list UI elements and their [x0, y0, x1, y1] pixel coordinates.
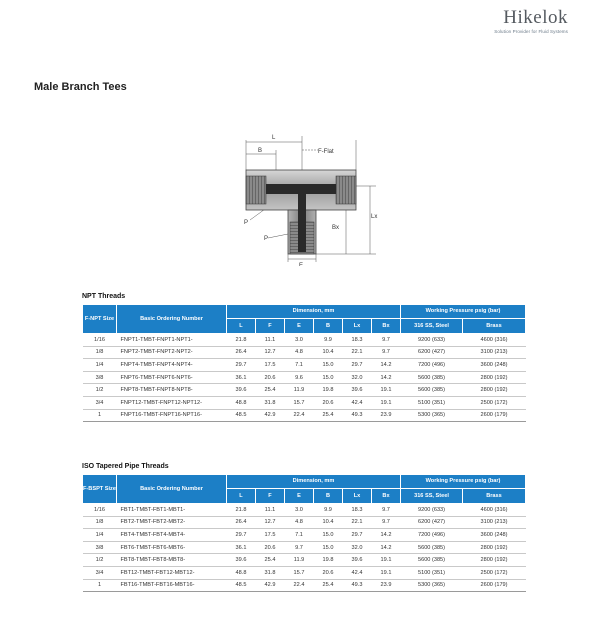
- b-cell: 15.0: [314, 541, 343, 554]
- table-row: [83, 346, 526, 359]
- col-header-l: L: [227, 489, 256, 504]
- lx-cell: 42.4: [343, 566, 372, 579]
- ss-pressure-cell: 5600 (385): [401, 554, 463, 567]
- e-cell: 11.9: [285, 554, 314, 567]
- npt-table-body: [83, 334, 526, 422]
- dimension-header: Dimension, mm: [227, 475, 401, 489]
- f-cell: 25.4: [256, 384, 285, 397]
- e-cell: 15.7: [285, 566, 314, 579]
- brass-pressure-cell: 3600 (248): [463, 529, 526, 542]
- col-header-bx: Bx: [372, 489, 401, 504]
- table-row: [83, 579, 526, 592]
- section-title-iso: ISO Tapered Pipe Threads: [82, 463, 169, 470]
- size-cell: 3/4: [83, 396, 117, 409]
- dim-label-f-flat: F-Flat: [318, 149, 334, 155]
- f-cell: 11.1: [256, 504, 285, 517]
- table-row: [83, 529, 526, 542]
- e-cell: 4.8: [285, 516, 314, 529]
- f-cell: 42.9: [256, 579, 285, 592]
- e-cell: 9.7: [285, 541, 314, 554]
- f-cell: 20.6: [256, 371, 285, 384]
- f-cell: 42.9: [256, 409, 285, 422]
- ordering-number-cell: FBT2-TMBT-FBT2-MBT2-: [117, 516, 227, 529]
- table-row: [83, 554, 526, 567]
- ss-pressure-cell: 5600 (385): [401, 371, 463, 384]
- table-row: [83, 384, 526, 397]
- ss-pressure-cell: 6200 (427): [401, 516, 463, 529]
- iso-tapered-table: [82, 474, 526, 592]
- bx-cell: 9.7: [372, 334, 401, 347]
- dim-label-l: L: [272, 135, 276, 141]
- col-header-f: F: [256, 489, 285, 504]
- ordering-number-cell: FNPT16-TMBT-FNPT16-NPT16-: [117, 409, 227, 422]
- ordering-number-header: Basic Ordering Number: [117, 305, 227, 334]
- size-cell: 1/8: [83, 516, 117, 529]
- f-cell: 25.4: [256, 554, 285, 567]
- brass-pressure-cell: 3600 (248): [463, 359, 526, 372]
- e-cell: 22.4: [285, 579, 314, 592]
- bx-cell: 14.2: [372, 541, 401, 554]
- brass-pressure-cell: 2800 (192): [463, 541, 526, 554]
- col-header-l: L: [227, 319, 256, 334]
- size-cell: 1/16: [83, 504, 117, 517]
- col-header-lx: Lx: [343, 489, 372, 504]
- brass-pressure-cell: 2800 (192): [463, 371, 526, 384]
- size-header: F-BSPT Size: [83, 475, 117, 504]
- f-cell: 31.8: [256, 566, 285, 579]
- table-row: [83, 409, 526, 422]
- ss-pressure-cell: 9200 (633): [401, 504, 463, 517]
- l-cell: 36.1: [227, 541, 256, 554]
- lx-cell: 49.3: [343, 579, 372, 592]
- dimension-header: Dimension, mm: [227, 305, 401, 319]
- branch-bore: [298, 192, 306, 252]
- size-cell: 1: [83, 409, 117, 422]
- ordering-number-cell: FNPT6-TMBT-FNPT6-NPT6-: [117, 371, 227, 384]
- l-cell: 48.5: [227, 579, 256, 592]
- lx-cell: 49.3: [343, 409, 372, 422]
- dim-label-lx: Lx: [371, 214, 378, 220]
- l-cell: 39.6: [227, 554, 256, 567]
- ss-pressure-cell: 5300 (365): [401, 409, 463, 422]
- ordering-number-cell: FBT12-TMBT-FBT12-MBT12-: [117, 566, 227, 579]
- lx-cell: 39.6: [343, 554, 372, 567]
- col-header-bx: Bx: [372, 319, 401, 334]
- size-cell: 3/8: [83, 371, 117, 384]
- ordering-number-cell: FBT8-TMBT-FBT8-MBT8-: [117, 554, 227, 567]
- b-cell: 15.0: [314, 359, 343, 372]
- dim-label-bx: Bx: [332, 225, 340, 231]
- ss-pressure-cell: 5100 (351): [401, 396, 463, 409]
- l-cell: 21.8: [227, 504, 256, 517]
- lx-cell: 18.3: [343, 504, 372, 517]
- col-header-e: E: [285, 319, 314, 334]
- brass-pressure-cell: 2500 (172): [463, 566, 526, 579]
- ss-pressure-cell: 5300 (365): [401, 579, 463, 592]
- e-cell: 4.8: [285, 346, 314, 359]
- e-cell: 7.1: [285, 529, 314, 542]
- lx-cell: 42.4: [343, 396, 372, 409]
- ss-pressure-cell: 5600 (385): [401, 384, 463, 397]
- lx-cell: 29.7: [343, 359, 372, 372]
- ordering-number-cell: FNPT4-TMBT-FNPT4-NPT4-: [117, 359, 227, 372]
- size-cell: 3/4: [83, 566, 117, 579]
- f-cell: 11.1: [256, 334, 285, 347]
- col-header-e: E: [285, 489, 314, 504]
- col-header-f: F: [256, 319, 285, 334]
- l-cell: 39.6: [227, 384, 256, 397]
- ordering-number-header: Basic Ordering Number: [117, 475, 227, 504]
- size-header: F-NPT Size: [83, 305, 117, 334]
- bx-cell: 14.2: [372, 359, 401, 372]
- l-cell: 48.5: [227, 409, 256, 422]
- working-pressure-header: Working Pressure psig (bar): [401, 305, 526, 319]
- lx-cell: 22.1: [343, 346, 372, 359]
- ss-pressure-cell: 7200 (496): [401, 359, 463, 372]
- lx-cell: 32.0: [343, 371, 372, 384]
- lx-cell: 39.6: [343, 384, 372, 397]
- ordering-number-cell: FNPT1-TMBT-FNPT1-NPT1-: [117, 334, 227, 347]
- table-row: [83, 371, 526, 384]
- table-row: [83, 541, 526, 554]
- brass-pressure-cell: 3100 (213): [463, 346, 526, 359]
- lx-cell: 29.7: [343, 529, 372, 542]
- f-cell: 31.8: [256, 396, 285, 409]
- tee-drawing: [228, 126, 378, 266]
- ss-pressure-cell: 5100 (351): [401, 566, 463, 579]
- bx-cell: 23.9: [372, 409, 401, 422]
- size-cell: 1/2: [83, 384, 117, 397]
- ordering-number-cell: FNPT12-TMBT-FNPT12-NPT12-: [117, 396, 227, 409]
- brass-pressure-cell: 2600 (179): [463, 409, 526, 422]
- b-cell: 15.0: [314, 371, 343, 384]
- col-header-b: B: [314, 319, 343, 334]
- lx-cell: 18.3: [343, 334, 372, 347]
- b-cell: 10.4: [314, 346, 343, 359]
- table-row: [83, 359, 526, 372]
- dim-label-p-run: P: [244, 220, 249, 226]
- iso-table-body: [83, 504, 526, 592]
- b-cell: 19.8: [314, 384, 343, 397]
- e-cell: 9.6: [285, 371, 314, 384]
- size-cell: 1/4: [83, 359, 117, 372]
- bx-cell: 9.7: [372, 516, 401, 529]
- l-cell: 29.7: [227, 359, 256, 372]
- lx-cell: 32.0: [343, 541, 372, 554]
- f-cell: 17.5: [256, 359, 285, 372]
- col-header-b: B: [314, 489, 343, 504]
- brass-pressure-cell: 2500 (172): [463, 396, 526, 409]
- f-cell: 12.7: [256, 346, 285, 359]
- col-header-ss: 316 SS, Steel: [401, 489, 463, 504]
- size-cell: 1/16: [83, 334, 117, 347]
- ordering-number-cell: FNPT8-TMBT-FNPT8-NPT8-: [117, 384, 227, 397]
- page-title: Male Branch Tees: [34, 81, 127, 93]
- size-cell: 1/4: [83, 529, 117, 542]
- col-header-lx: Lx: [343, 319, 372, 334]
- col-header-brass: Brass: [463, 489, 526, 504]
- lx-cell: 22.1: [343, 516, 372, 529]
- f-cell: 20.6: [256, 541, 285, 554]
- l-cell: 26.4: [227, 346, 256, 359]
- table-row: [83, 396, 526, 409]
- l-cell: 48.8: [227, 566, 256, 579]
- right-female-thread: [336, 176, 356, 204]
- left-female-thread: [246, 176, 266, 204]
- b-cell: 9.9: [314, 504, 343, 517]
- f-cell: 17.5: [256, 529, 285, 542]
- ordering-number-cell: FBT4-TMBT-FBT4-MBT4-: [117, 529, 227, 542]
- col-header-ss: 316 SS, Steel: [401, 319, 463, 334]
- size-cell: 1/2: [83, 554, 117, 567]
- dim-label-b: B: [258, 148, 263, 154]
- bx-cell: 19.1: [372, 384, 401, 397]
- e-cell: 7.1: [285, 359, 314, 372]
- l-cell: 36.1: [227, 371, 256, 384]
- brand-name: Hikelok: [503, 7, 568, 28]
- table-row: [83, 516, 526, 529]
- l-cell: 29.7: [227, 529, 256, 542]
- e-cell: 22.4: [285, 409, 314, 422]
- e-cell: 3.0: [285, 504, 314, 517]
- brass-pressure-cell: 4600 (316): [463, 504, 526, 517]
- dim-label-e: E: [299, 263, 304, 266]
- ordering-number-cell: FBT1-TMBT-FBT1-MBT1-: [117, 504, 227, 517]
- table-row: [83, 334, 526, 347]
- b-cell: 20.6: [314, 566, 343, 579]
- b-cell: 25.4: [314, 579, 343, 592]
- bx-cell: 9.7: [372, 346, 401, 359]
- ss-pressure-cell: 7200 (496): [401, 529, 463, 542]
- bx-cell: 9.7: [372, 504, 401, 517]
- brass-pressure-cell: 2800 (192): [463, 554, 526, 567]
- e-cell: 15.7: [285, 396, 314, 409]
- size-cell: 1/8: [83, 346, 117, 359]
- l-cell: 48.8: [227, 396, 256, 409]
- table-row: [83, 566, 526, 579]
- brand-logo: [494, 8, 568, 34]
- e-cell: 3.0: [285, 334, 314, 347]
- brass-pressure-cell: 2600 (179): [463, 579, 526, 592]
- l-cell: 26.4: [227, 516, 256, 529]
- bx-cell: 23.9: [372, 579, 401, 592]
- b-cell: 19.8: [314, 554, 343, 567]
- b-cell: 15.0: [314, 529, 343, 542]
- bx-cell: 19.1: [372, 554, 401, 567]
- working-pressure-header: Working Pressure psig (bar): [401, 475, 526, 489]
- ss-pressure-cell: 6200 (427): [401, 346, 463, 359]
- brass-pressure-cell: 4600 (316): [463, 334, 526, 347]
- bx-cell: 14.2: [372, 371, 401, 384]
- b-cell: 9.9: [314, 334, 343, 347]
- section-title-npt: NPT Threads: [82, 293, 126, 300]
- l-cell: 21.8: [227, 334, 256, 347]
- brass-pressure-cell: 3100 (213): [463, 516, 526, 529]
- brand-tagline: Solution Provider for Fluid Systems: [494, 29, 568, 34]
- ss-pressure-cell: 9200 (633): [401, 334, 463, 347]
- brass-pressure-cell: 2800 (192): [463, 384, 526, 397]
- size-cell: 1: [83, 579, 117, 592]
- col-header-brass: Brass: [463, 319, 526, 334]
- b-cell: 10.4: [314, 516, 343, 529]
- e-cell: 11.9: [285, 384, 314, 397]
- bx-cell: 19.1: [372, 566, 401, 579]
- bx-cell: 14.2: [372, 529, 401, 542]
- f-cell: 12.7: [256, 516, 285, 529]
- ordering-number-cell: FBT6-TMBT-FBT6-MBT6-: [117, 541, 227, 554]
- ss-pressure-cell: 5600 (385): [401, 541, 463, 554]
- ordering-number-cell: FBT16-TMBT-FBT16-MBT16-: [117, 579, 227, 592]
- dim-label-p-branch: P: [264, 236, 269, 242]
- ordering-number-cell: FNPT2-TMBT-FNPT2-NPT2-: [117, 346, 227, 359]
- npt-threads-table: [82, 304, 526, 422]
- b-cell: 20.6: [314, 396, 343, 409]
- bx-cell: 19.1: [372, 396, 401, 409]
- table-row: [83, 504, 526, 517]
- size-cell: 3/8: [83, 541, 117, 554]
- b-cell: 25.4: [314, 409, 343, 422]
